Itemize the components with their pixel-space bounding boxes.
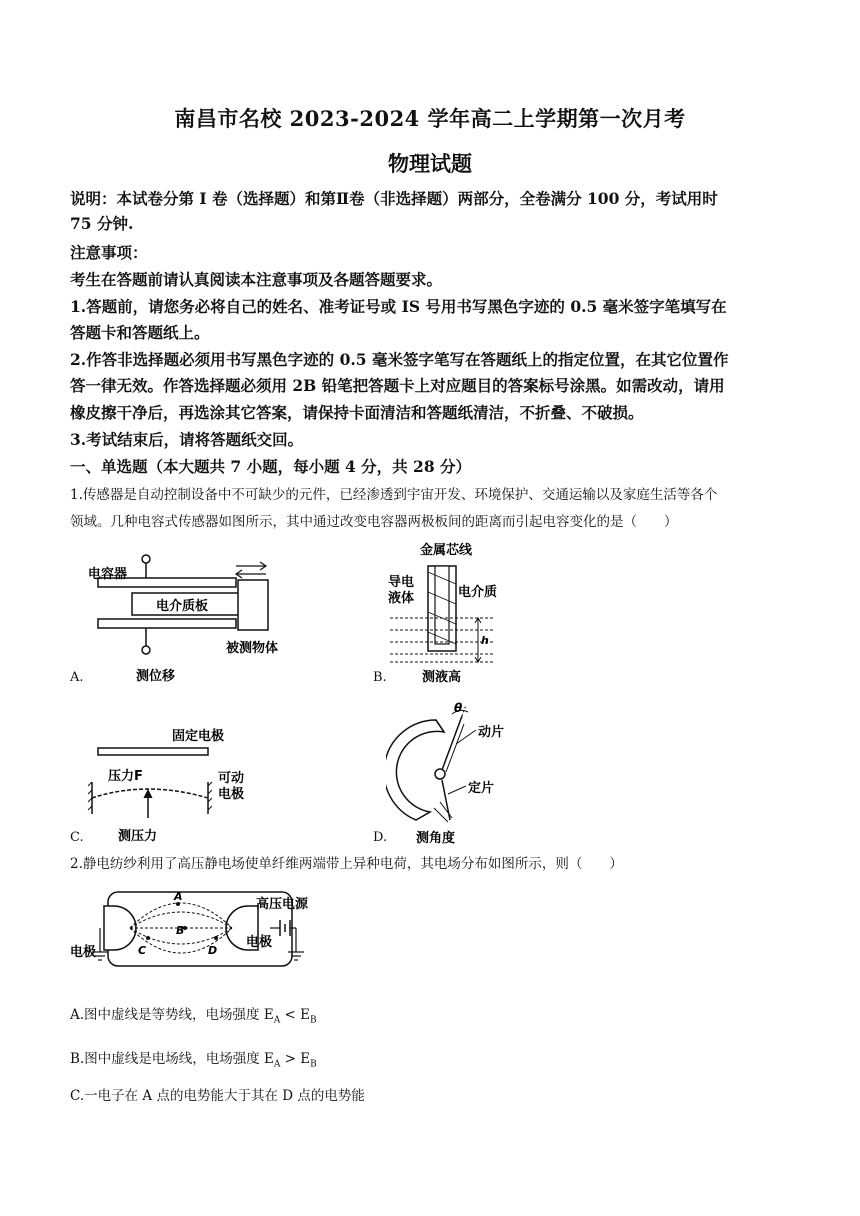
- notice-item-3: 3.考试结束后，请将答题纸交回。: [70, 430, 304, 449]
- figa-dielectric-label: 电介质板: [156, 599, 209, 614]
- q1-stem-a: 1.传感器是自动控制设备中不可缺少的元件，已经渗透到宇宙开发、环境保护、交通运输以及家庭生活等各个: [70, 487, 718, 503]
- q1-option-d[interactable]: D.: [373, 830, 388, 845]
- figb-core-label: 金属芯线: [420, 543, 473, 558]
- q1-stem-b: 领域。几种电容式传感器如图所示，其中通过改变电容器两极板间的距离而引起电容变化的是（ ）: [70, 514, 678, 530]
- section-1-heading: 一、单选题（本大题共 7 小题，每小题 4 分，共 28 分）: [70, 457, 472, 476]
- figd-fixed-label: 定片: [468, 781, 495, 796]
- figb-caption: 测液高: [422, 670, 462, 685]
- q2-source-label: 高压电源: [256, 897, 309, 912]
- notice-item-1a: 1.答题前，请您务必将自己的姓名、准考证号或 IS 号用书写黑色字迹的 0.5 毫米签字笔填写在: [70, 297, 727, 316]
- q1-option-b[interactable]: B.: [373, 670, 387, 685]
- q2-option-a[interactable]: A.图中虚线是等势线，电场强度 $E_A < E_B$: [70, 1007, 317, 1026]
- figc-fixed-label: 固定电极: [172, 729, 225, 744]
- figd-caption: 测角度: [416, 831, 456, 846]
- figb-liquid-label-1: 导电: [388, 575, 415, 590]
- q2-option-c[interactable]: C.一电子在 A 点的电势能大于其在 D 点的电势能: [70, 1088, 365, 1104]
- q1-figure-a: [86, 548, 306, 688]
- q1-figure-c: [86, 718, 266, 850]
- q2-point-c: C: [138, 944, 147, 957]
- figb-dielectric-label: 电介质: [458, 585, 498, 600]
- q1-figure-d: [386, 700, 526, 850]
- notice-item-2a: 2.作答非选择题必须用书写黑色字迹的 0.5 毫米签字笔写在答题纸上的指定位置，在其它位置作: [70, 350, 729, 369]
- notice-heading: 注意事项：: [70, 243, 148, 262]
- figb-liquid-label-2: 液体: [388, 591, 415, 606]
- q2-point-a: A: [174, 890, 183, 903]
- q2-electrode-right: 电极: [246, 935, 273, 950]
- q2-stem: 2.静电纺纱利用了高压静电场使单纤维两端带上异种电荷，其电场分布如图所示，则（ ）: [70, 856, 623, 872]
- q2-figure: [70, 882, 320, 982]
- q2-point-d: D: [208, 944, 218, 957]
- desc-line-2: 75 分钟.: [70, 214, 134, 233]
- figd-theta-label: θ: [454, 701, 463, 715]
- figa-caption: 测位移: [136, 669, 176, 684]
- exam-subtitle: 物理试题: [388, 151, 472, 176]
- q1-option-a[interactable]: A.: [70, 670, 84, 685]
- figa-object-label: 被测物体: [226, 641, 279, 656]
- figb-h-label: h: [481, 634, 489, 647]
- figc-movable-label-1: 可动: [218, 771, 245, 786]
- figa-capacitor-label: 电容器: [88, 567, 128, 582]
- notice-item-1b: 答题卡和答题纸上。: [70, 323, 210, 342]
- q2-electrode-left: 电极: [70, 945, 97, 960]
- figd-moving-label: 动片: [478, 725, 505, 740]
- desc-line-1: 说明：本试卷分第 I 卷（选择题）和第Ⅱ卷（非选择题）两部分，全卷满分 100 分，考试用时: [70, 189, 718, 208]
- q1-option-c[interactable]: C.: [70, 830, 84, 845]
- notice-intro: 考生在答题前请认真阅读本注意事项及各题答题要求。: [70, 270, 443, 289]
- notice-item-2c: 橡皮擦干净后，再选涂其它答案，请保持卡面清洁和答题纸清洁，不折叠、不破损。: [70, 403, 644, 422]
- exam-title: 南昌市名校 2023-2024 学年高二上学期第一次月考: [174, 106, 686, 131]
- figc-movable-label-2: 电极: [218, 787, 245, 802]
- figc-caption: 测压力: [118, 829, 158, 844]
- q1-figure-b: [388, 538, 518, 688]
- q2-option-b[interactable]: B.图中虚线是电场线，电场强度 $E_A > E_B$: [70, 1051, 317, 1070]
- figc-force-label: 压力F: [108, 769, 143, 784]
- q2-point-b: B: [176, 924, 185, 937]
- notice-item-2b: 答一律无效。作答选择题必须用 2B 铅笔把答题卡上对应题目的答案标号涂黑。如需改动，请用: [70, 376, 725, 395]
